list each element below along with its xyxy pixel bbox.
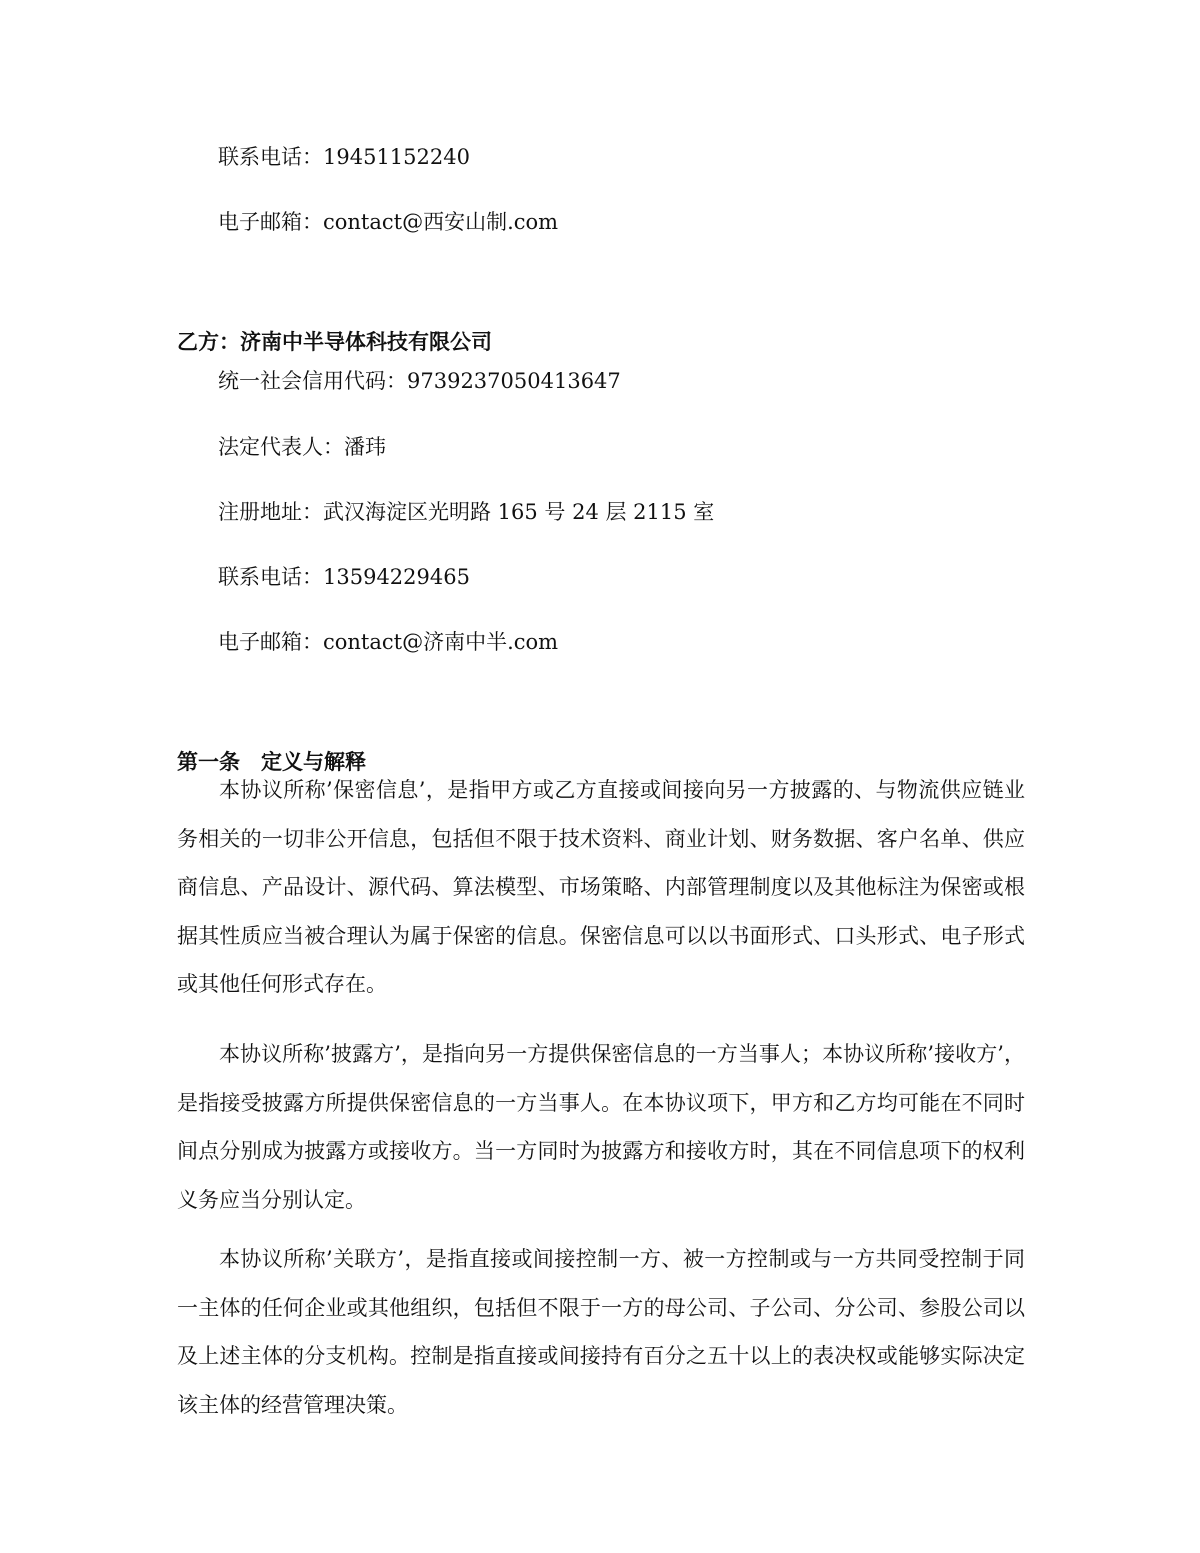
party-b-phone: 联系电话：13594229465 [218,565,470,589]
article-1-paragraph: 本协议所称’关联方’，是指直接或间接控制一方、被一方控制或与一方共同受控制于同一主体的任何企业或其他组织，包括但不限于一方的母公司、子公司、分公司、参股公司以及上述主体的分支机构。控制是指直接或间接持有百分之五十以上的表决权或能够实际决定该主体的经营管理决策。 [177,1247,1025,1417]
party-b-email: 电子邮箱：contact@济南中半.com [218,630,559,654]
party-a-email: 电子邮箱：contact@西安山制.com [218,210,559,234]
article-1-heading: 第一条 定义与解释 [177,750,366,774]
party-b-legal-rep: 法定代表人：潘玮 [218,435,386,459]
party-b-address: 注册地址：武汉海淀区光明路 165 号 24 层 2115 室 [218,500,715,524]
article-1-paragraph: 本协议所称’保密信息’，是指甲方或乙方直接或间接向另一方披露的、与物流供应链业务相关的一切非公开信息，包括但不限于技术资料、商业计划、财务数据、客户名单、供应商信息、产品设计、源代码、算法模型、市场策略、内部管理制度以及其他标注为保密或根据其性质应当被合理认为属于保密的信息。保密信息可以以书面形式、口头形式、电子形式或其他任何形式存在。 [177,778,1025,996]
party-b-heading: 乙方：济南中半导体科技有限公司 [177,330,492,354]
party-b-credit-code: 统一社会信用代码：9739237050413647 [218,369,621,393]
party-a-phone: 联系电话：19451152240 [218,145,470,169]
article-1-paragraph: 本协议所称’披露方’，是指向另一方提供保密信息的一方当事人；本协议所称’接收方’，是指接受披露方所提供保密信息的一方当事人。在本协议项下，甲方和乙方均可能在不同时间点分别成为披露方或接收方。当一方同时为披露方和接收方时，其在不同信息项下的权利义务应当分别认定。 [177,1042,1025,1212]
